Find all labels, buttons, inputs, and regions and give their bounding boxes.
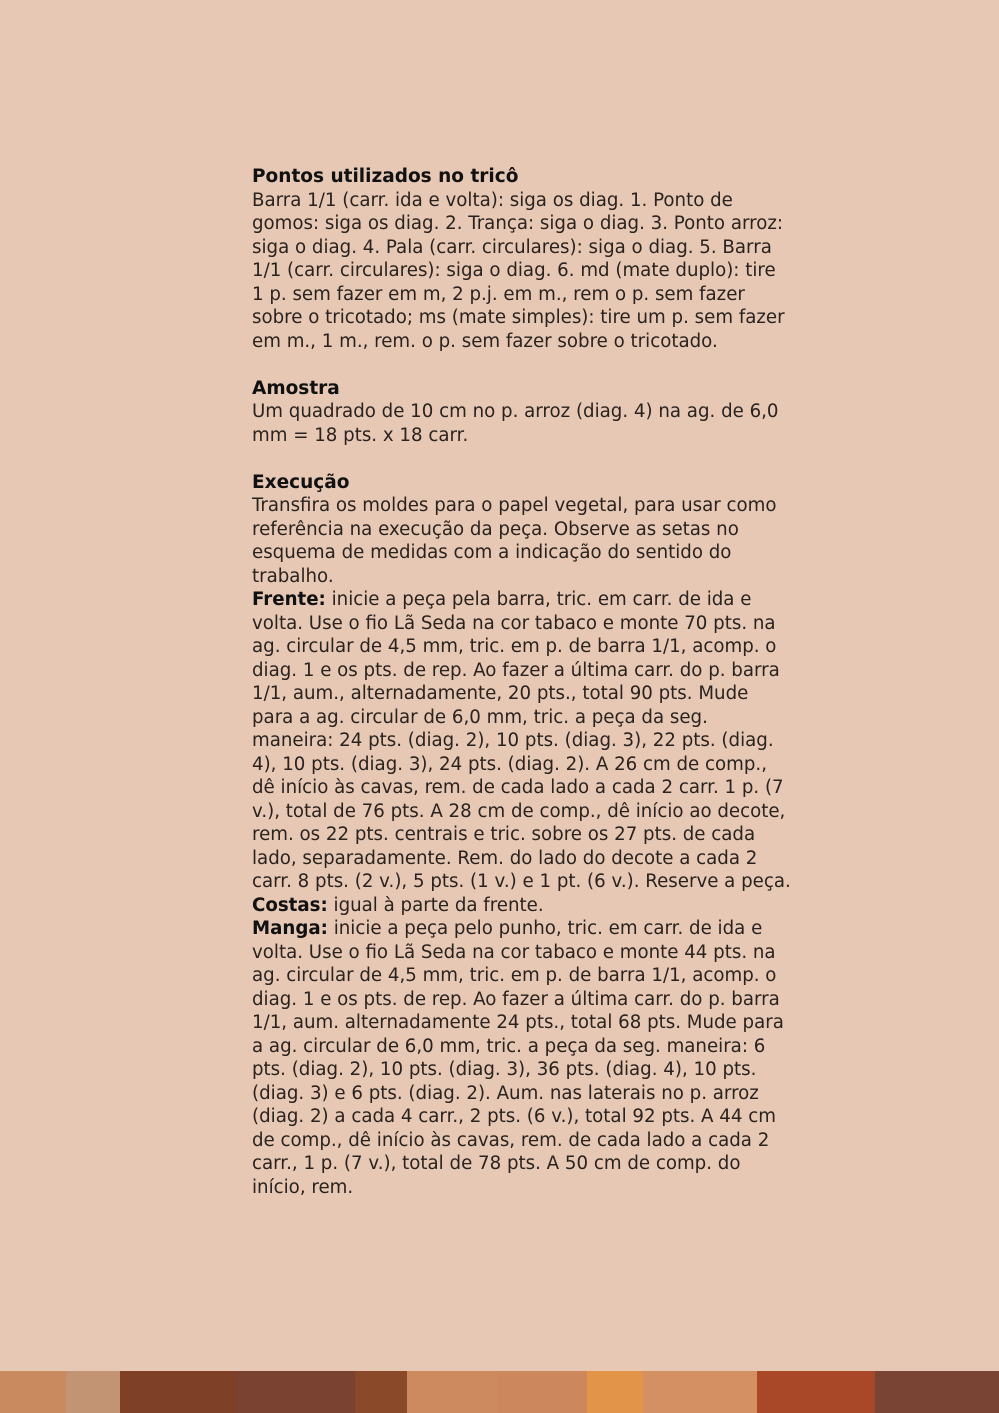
color-swatch	[237, 1371, 355, 1413]
color-swatch	[407, 1371, 497, 1413]
section-heading: Amostra	[252, 377, 340, 399]
color-swatch	[643, 1371, 757, 1413]
paragraph-text: Transfira os moldes para o papel vegetal, para usar como referência na execução da peça. Observe as setas no esquema de medidas com a indicação do sentido do trabalho.	[252, 495, 777, 587]
section-pontos	[252, 165, 792, 353]
paragraph-lead: Costas:	[252, 894, 328, 916]
paragraph-text: inicie a peça pelo punho, tric. em carr. de ida e volta. Use o fio Lã Seda na cor tabaco e monte 44 pts. na ag. circular de 4,5 mm, tric. em p. de barra 1/1, acomp. o diag. 1 e os pts. de rep. Ao fazer a última carr. do p. barra 1/1, aum. alternadamente 24 pts., total 68 pts. Mude para a ag. circular de 6,0 mm, tric. a peça da seg. maneira: 6 pts. (diag. 2), 10 pts. (diag. 3), 36 pts. (diag. 4), 10 pts. (diag. 3) e 6 pts. (diag. 2). Aum. nas laterais no p. arroz (diag. 2) a cada 4 carr., 2 pts. (6 v.), total 92 pts. A 44 cm de comp., dê início às cavas, rem. de cada lado a cada 2 carr., 1 p. (7 v.), total de 78 pts. A 50 cm de comp. do início, rem.	[252, 918, 784, 1198]
color-swatch	[120, 1371, 237, 1413]
paragraph-lead: Frente:	[252, 589, 326, 610]
color-swatch	[497, 1371, 587, 1413]
section-execucao	[252, 471, 792, 1200]
paragraph-manga	[252, 917, 792, 1199]
paragraph-costas	[252, 894, 792, 918]
color-swatch	[66, 1371, 120, 1413]
document-body	[252, 165, 792, 1223]
section-amostra	[252, 377, 792, 448]
paragraph-text: Barra 1/1 (carr. ida e volta): siga os diag. 1. Ponto de gomos: siga os diag. 2. Trança: siga o diag. 3. Ponto arroz: siga o diag. 4. Pala (carr. circulares): siga o diag. 5. Barra 1/1 (carr. circulares): siga o diag. 6. md (mate duplo): tire 1 p. sem fazer em m, 2 p.j. em m., rem o p. sem fazer sobre o tricotado; ms (mate simples): tire um p. sem fazer em m., 1 m., rem. o p. sem fazer sobre o tricotado.	[252, 189, 785, 352]
color-swatch	[355, 1371, 407, 1413]
paragraph-text: igual à parte da frente.	[333, 894, 544, 916]
color-swatch	[757, 1371, 875, 1413]
paragraph-text: inicie a peça pela barra, tric. em carr. de ida e volta. Use o fio Lã Seda na cor tabaco e monte 70 pts. na ag. circular de 4,5 mm, tric. em p. de barra 1/1, acomp. o diag. 1 e os pts. de rep. Ao fazer a última carr. do p. barra 1/1, aum., alternadamente, 20 pts., total 90 pts. Mude para a ag. circular de 6,0 mm, tric. a peça da seg. maneira: 24 pts. (diag. 2), 10 pts. (diag. 3), 22 pts. (diag. 4), 10 pts. (diag. 3), 24 pts. (diag. 2). A 26 cm de comp., dê início às cavas, rem. de cada lado a cada 2 carr. 1 p. (7 v.), total de 76 pts. A 28 cm de comp., dê início ao decote, rem. os 22 pts. centrais e tric. sobre os 27 pts. de cada lado, separadamente. Rem. do lado do decote a cada 2 carr. 8 pts. (2 v.), 5 pts. (1 v.) e 1 pt. (6 v.). Reserve a peça.	[252, 589, 791, 892]
paragraph	[252, 189, 792, 354]
color-swatch-strip	[0, 1371, 999, 1413]
paragraph-text: Um quadrado de 10 cm no p. arroz (diag. 4) na ag. de 6,0 mm = 18 pts. x 18 carr.	[252, 401, 779, 446]
section-heading: Execução	[252, 471, 350, 493]
paragraph-lead: Manga:	[252, 918, 328, 939]
color-swatch	[875, 1371, 999, 1413]
paragraph	[252, 400, 792, 447]
section-heading: Pontos utilizados no tricô	[252, 166, 519, 187]
paragraph-frente	[252, 588, 792, 894]
color-swatch	[587, 1371, 643, 1413]
color-swatch	[0, 1371, 66, 1413]
paragraph	[252, 494, 792, 588]
